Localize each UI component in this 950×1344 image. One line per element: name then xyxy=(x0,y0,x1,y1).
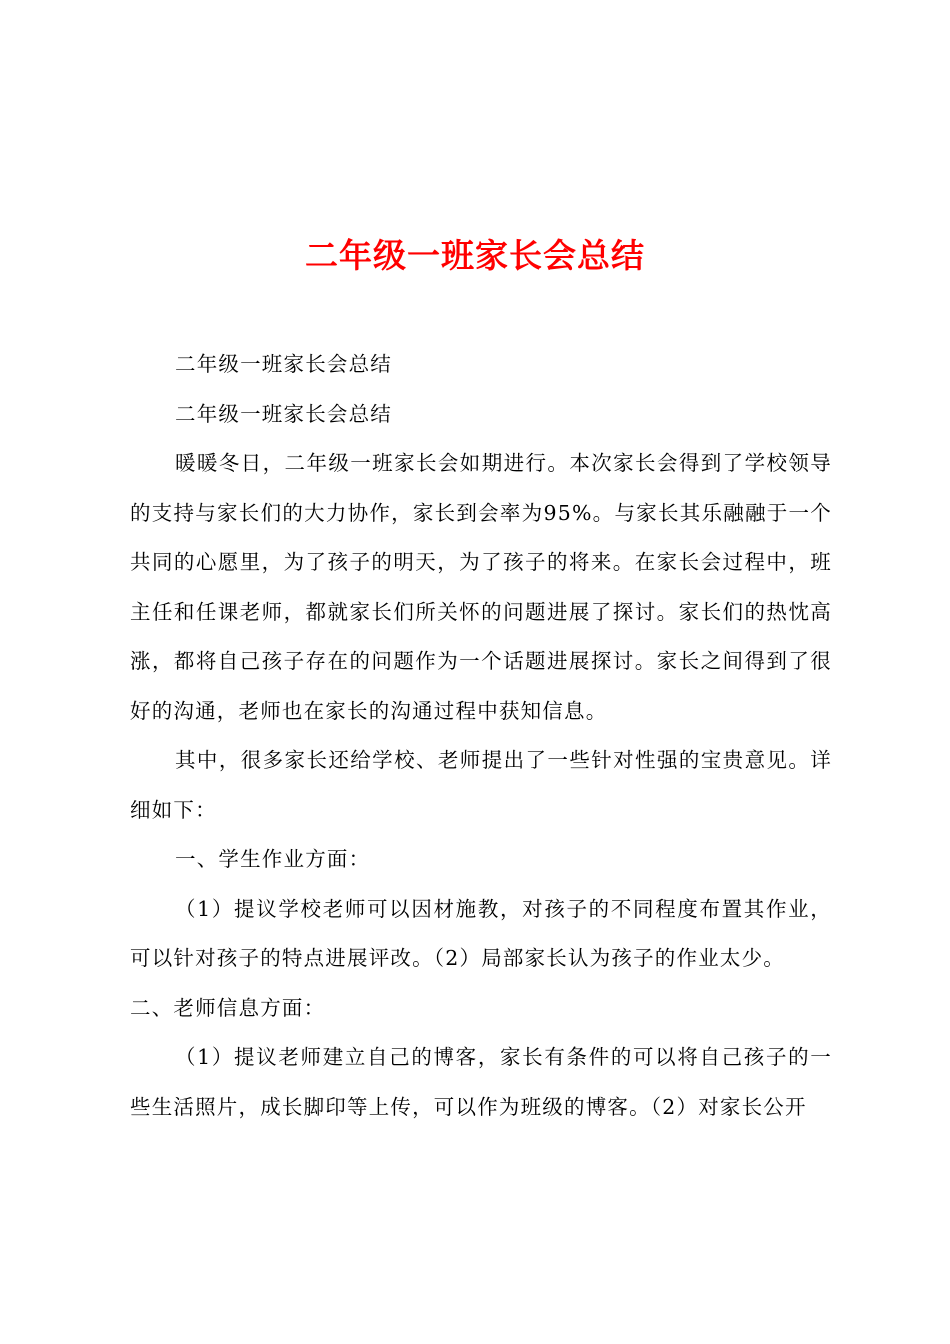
section-teacher-info-heading: 二、老师信息方面： xyxy=(130,995,326,1020)
paragraph-heading-2: 二年级一班家长会总结 xyxy=(175,401,392,426)
paragraph-suggestions: 其中，很多家长还给学校、老师提出了一些针对性强的宝贵意见。详细如下： xyxy=(130,748,832,822)
section-homework-body: （1）提议学校老师可以因材施教，对孩子的不同程度布置其作业，可以针对孩子的特点进展评改。（2）局部家长认为孩子的作业太少。 xyxy=(130,896,832,970)
section-homework-heading: 一、学生作业方面： xyxy=(175,847,371,871)
paragraph-heading-1: 二年级一班家长会总结 xyxy=(175,352,392,376)
paragraph-intro: 暖暖冬日，二年级一班家长会如期进行。本次家长会得到了学校领导的支持与家长们的大力协作，家长到会率为95%。与家长其乐融融于一个共同的心愿里，为了孩子的明天，为了孩子的将来。在家长会过程中，班主任和任课老师，都就家长们所关怀的问题进展了探讨。家长们的热忱高涨，都将自己孩子存在的问题作为一个话题进展探讨。家长之间得到了很好的沟通，老师也在家长的沟通过程中获知信息。 xyxy=(130,451,832,723)
section-teacher-info-body: （1）提议老师建立自己的博客，家长有条件的可以将自己孩子的一些生活照片，成长脚印等上传，可以作为班级的博客。（2）对家长公开 xyxy=(130,1045,832,1119)
document-body xyxy=(130,340,832,1132)
document-title: 二年级一班家长会总结 xyxy=(305,236,645,276)
